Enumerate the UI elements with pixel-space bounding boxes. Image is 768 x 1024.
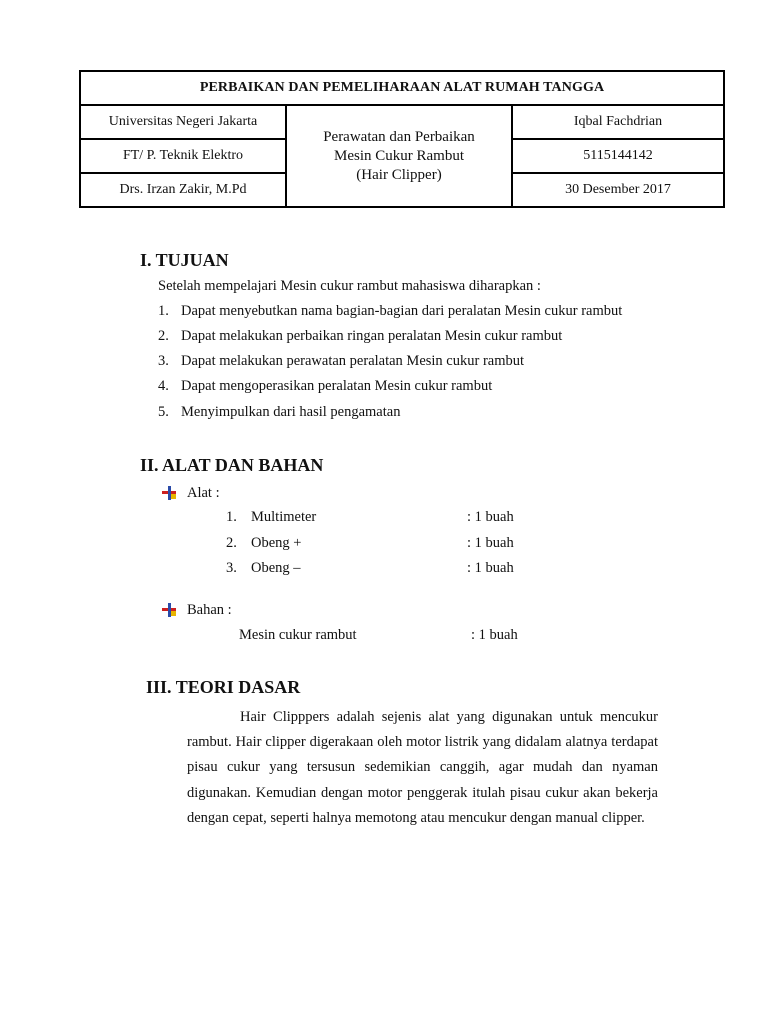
topic-block — [287, 106, 511, 206]
document-date: 30 Desember 2017 — [565, 182, 671, 197]
colored-bullet-icon — [162, 486, 176, 500]
topic-line-1: Perawatan dan Perbaikan — [323, 128, 475, 145]
list-item: Dapat mengoperasikan peralatan Mesin cukur rambut — [181, 378, 493, 394]
section-heading-tujuan: I. TUJUAN — [140, 250, 229, 270]
colored-bullet-icon — [162, 603, 176, 617]
lecturer-name: Drs. Irzan Zakir, M.Pd — [119, 182, 247, 197]
list-item: Multimeter — [251, 509, 317, 525]
list-item: Obeng + — [251, 535, 302, 551]
list-item-number: 1. — [226, 509, 237, 525]
list-item-number: 4. — [158, 378, 169, 394]
list-item: Dapat melakukan perawatan peralatan Mesin cukur rambut — [181, 353, 525, 369]
list-item: Dapat melakukan perbaikan ringan peralatan Mesin cukur rambut — [181, 328, 563, 344]
list-item-number: 3. — [158, 353, 169, 369]
section-heading-teori-dasar: III. TEORI DASAR — [146, 677, 301, 697]
list-item-number: 2. — [226, 535, 237, 551]
tujuan-intro: Setelah mempelajari Mesin cukur rambut mahasiswa diharapkan : — [158, 278, 541, 294]
faculty-program: FT/ P. Teknik Elektro — [122, 148, 244, 163]
list-item-number: 1. — [158, 303, 169, 319]
university-name: Universitas Negeri Jakarta — [108, 114, 258, 129]
item-quantity: : 1 buah — [471, 627, 518, 643]
document-title: PERBAIKAN DAN PEMELIHARAAN ALAT RUMAH TANGGA — [199, 80, 605, 95]
list-item: Menyimpulkan dari hasil pengamatan — [181, 404, 401, 420]
list-item: Dapat menyebutkan nama bagian-bagian dari peralatan Mesin cukur rambut — [181, 303, 623, 319]
list-item: Mesin cukur rambut — [239, 627, 357, 643]
header-table — [79, 70, 725, 208]
student-name: Iqbal Fachdrian — [573, 114, 663, 129]
teori-paragraph: Hair Clipppers adalah sejenis alat yang digunakan untuk mencukur rambut. Hair clipper digerakaan oleh motor listrik yang didalam alatnya terdapat pisau cukur yang tersusun sedemikian canggih, agar mudah dan nyaman digunakan. Kemudian dengan motor penggerak itulah pisau cukur akan bekerja dengan cepat, seperti halnya memotong atau mencukur dengan manual clipper. — [187, 709, 658, 826]
topic-line-2: Mesin Cukur Rambut — [334, 147, 464, 164]
list-item-number: 5. — [158, 404, 169, 420]
topic-line-3: (Hair Clipper) — [356, 166, 442, 183]
student-id: 5115144142 — [583, 148, 653, 163]
section-heading-alat-bahan: II. ALAT DAN BAHAN — [140, 455, 324, 475]
item-quantity: : 1 buah — [467, 535, 514, 551]
alat-label: Alat : — [187, 485, 220, 501]
list-item: Obeng – — [251, 560, 301, 576]
list-item-number: 2. — [158, 328, 169, 344]
item-quantity: : 1 buah — [467, 509, 514, 525]
list-item-number: 3. — [226, 560, 237, 576]
item-quantity: : 1 buah — [467, 560, 514, 576]
bahan-label: Bahan : — [187, 602, 232, 618]
